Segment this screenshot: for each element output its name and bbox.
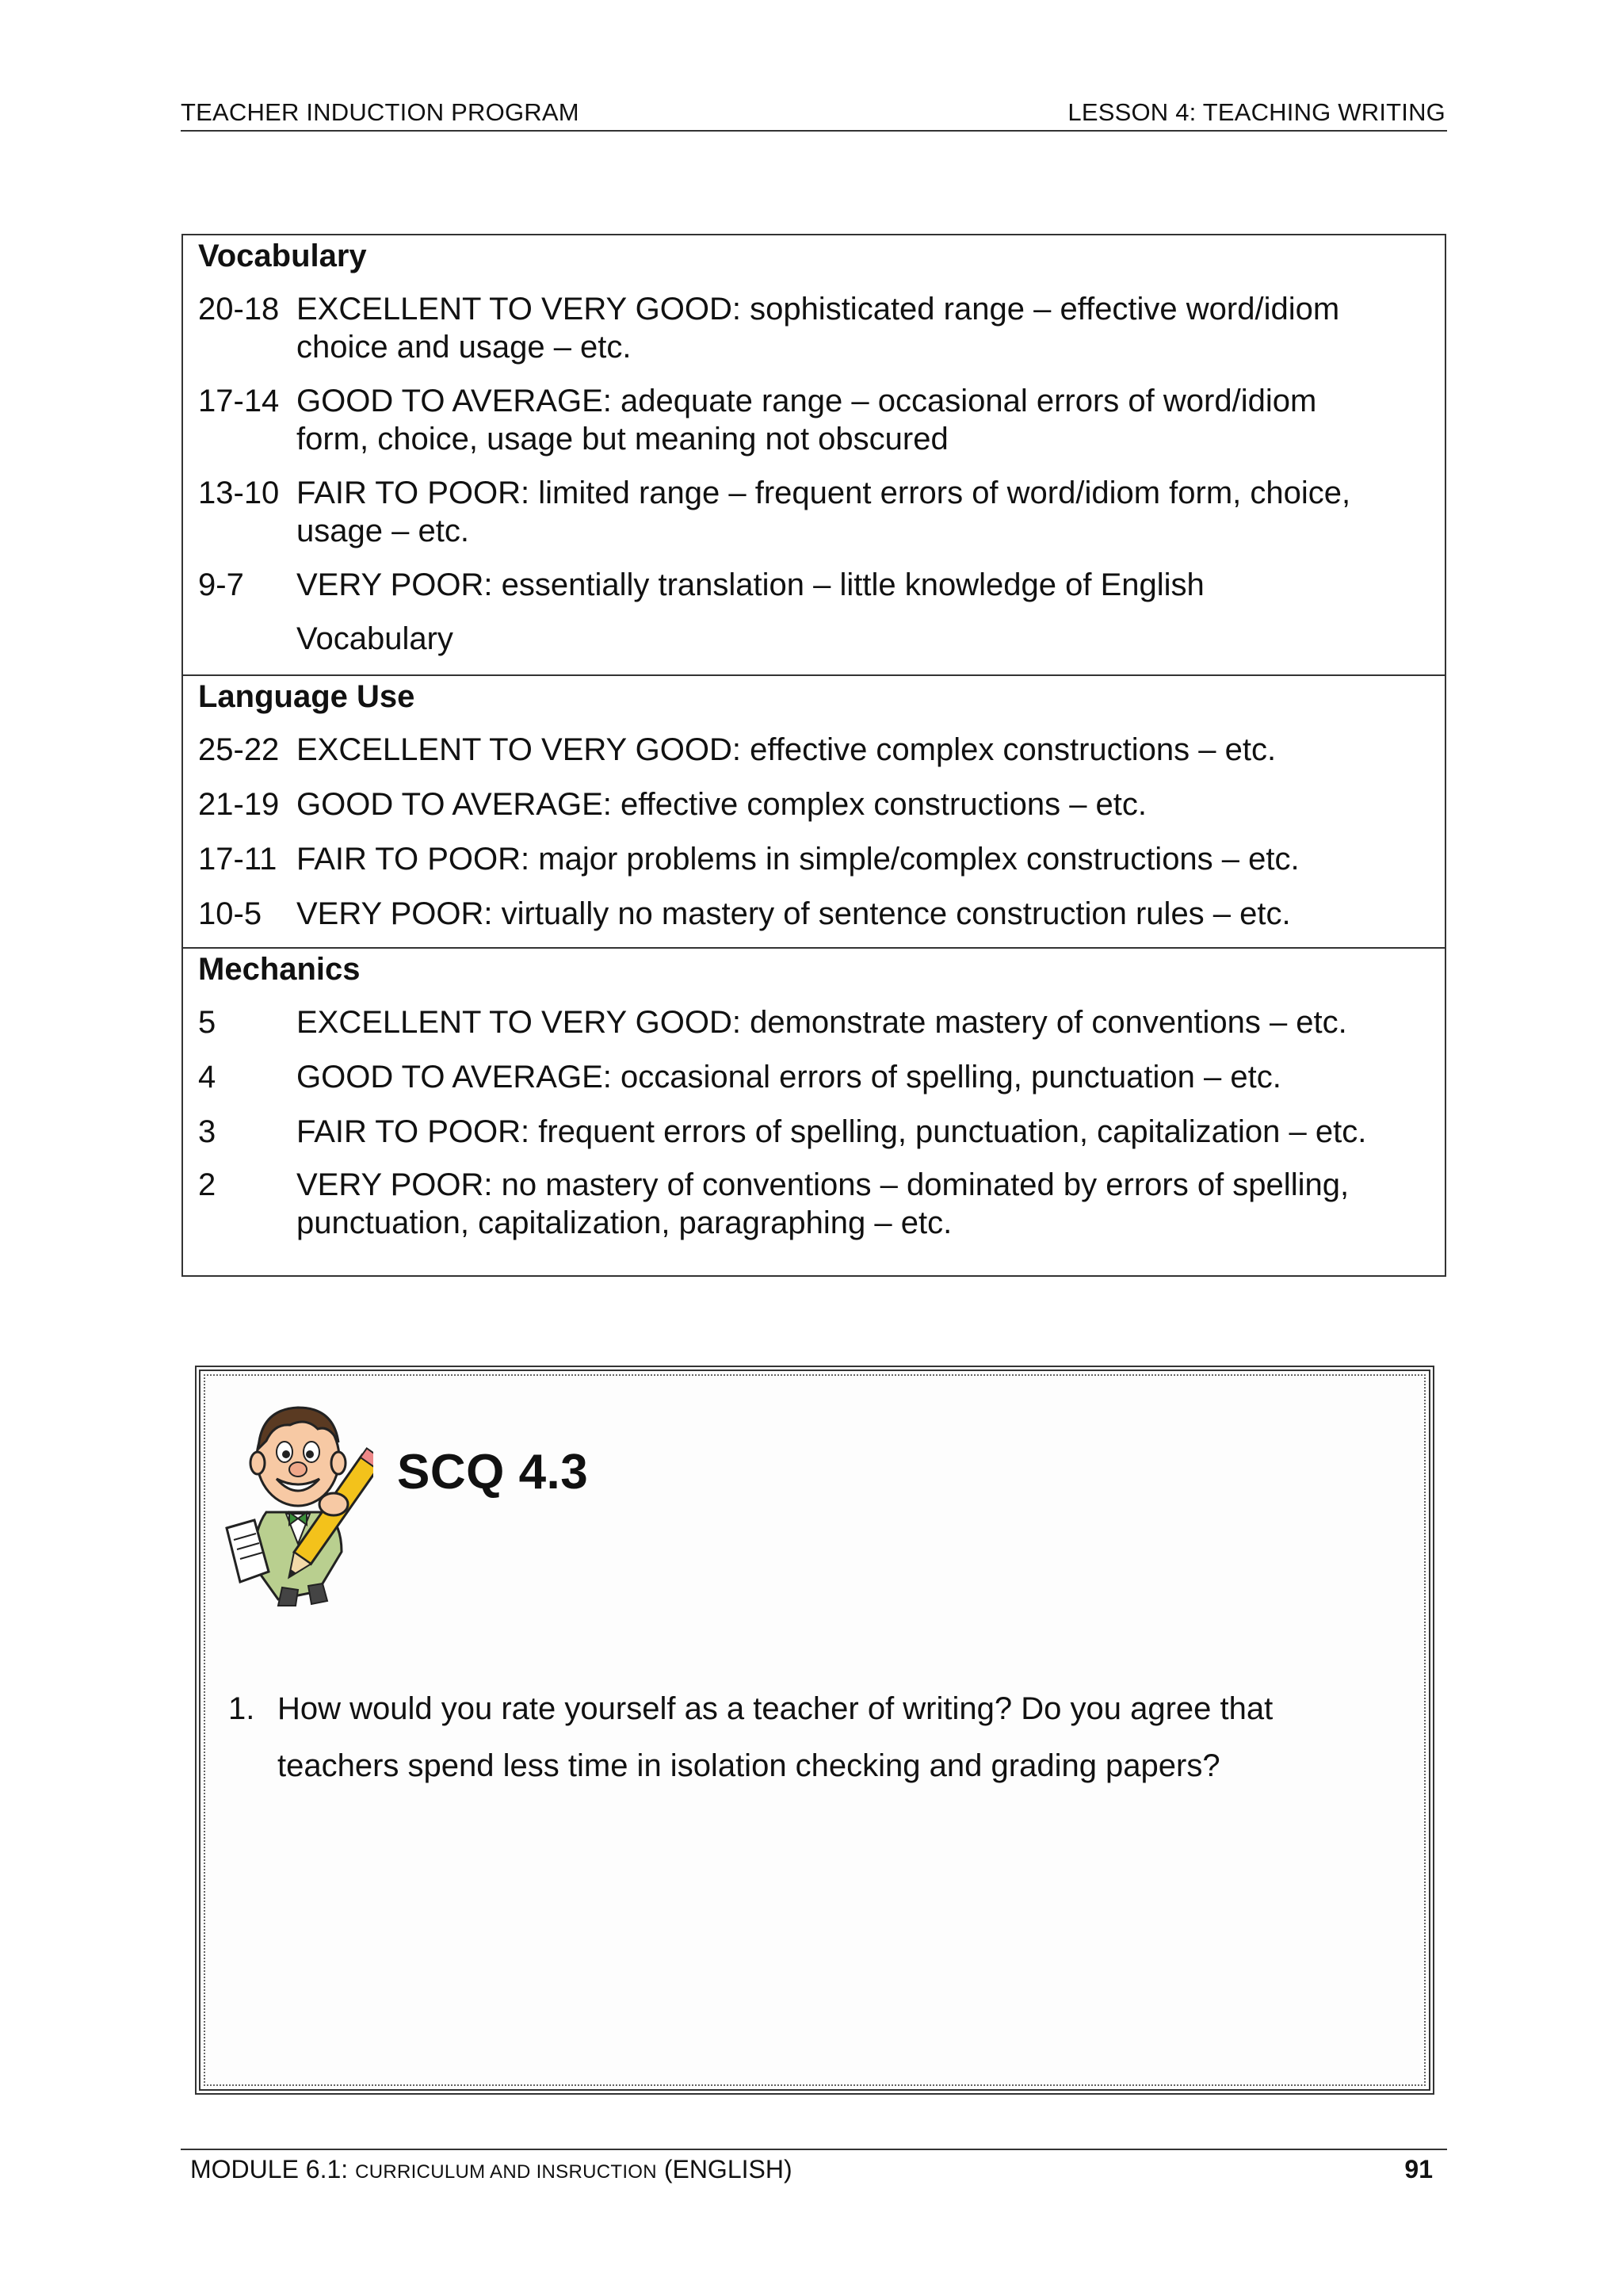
- rubric-row: [183, 731, 1445, 769]
- description-line: FAIR TO POOR: limited range – frequent errors of word/idiom form, choice,: [296, 476, 1351, 510]
- rubric-row: [183, 566, 1445, 604]
- criterion-description: EXCELLENT TO VERY GOOD: effective complex constructions – etc.: [296, 732, 1277, 767]
- section-title: Mechanics: [198, 952, 361, 987]
- criterion-description: [296, 382, 1413, 458]
- score-range: 25-22: [198, 732, 280, 767]
- rubric-row: [183, 474, 1445, 550]
- rubric-row: [183, 382, 1445, 458]
- score-range: 13-10: [198, 476, 280, 510]
- description-line: form, choice, usage but meaning not obscured: [296, 422, 949, 457]
- description-line: VERY POOR: essentially translation – little knowledge of English: [296, 567, 1205, 602]
- vocabulary-section: [183, 235, 1445, 676]
- question-line: teachers spend less time in isolation checking and grading papers?: [277, 1748, 1220, 1783]
- section-title: Vocabulary: [198, 239, 367, 273]
- criterion-description: GOOD TO AVERAGE: occasional errors of spelling, punctuation – etc.: [296, 1060, 1281, 1095]
- rubric-row: [183, 1113, 1445, 1151]
- score-range: 9-7: [198, 567, 244, 602]
- rubric-row: [183, 1003, 1445, 1041]
- footer-module-title: [190, 2155, 792, 2184]
- module-prefix: MODULE 6.1:: [190, 2155, 356, 2183]
- score-range: 2: [198, 1167, 216, 1202]
- section-title: Language Use: [198, 679, 415, 714]
- module-subject: CURRICULUM AND INSRUCTION: [355, 2161, 657, 2183]
- criterion-description: VERY POOR: virtually no mastery of sentence construction rules – etc.: [296, 896, 1291, 931]
- rubric-row-continuation: [183, 620, 1445, 658]
- running-footer: [181, 2149, 1447, 2190]
- question-number: 1.: [228, 1691, 255, 1726]
- page-number: 91: [1404, 2155, 1433, 2183]
- cartoon-teacher-with-pencil-icon: [223, 1393, 373, 1607]
- running-header: [181, 97, 1447, 132]
- score-range: 3: [198, 1114, 216, 1149]
- header-lesson-title: LESSON 4: TEACHING WRITING: [1067, 98, 1445, 126]
- scq-box: [195, 1366, 1434, 2095]
- rubric-row: [183, 290, 1445, 366]
- criterion-description: [296, 566, 1413, 604]
- module-suffix: (ENGLISH): [656, 2155, 792, 2183]
- description-line: choice and usage – etc.: [296, 330, 632, 365]
- question-text: [277, 1680, 1369, 1794]
- rubric-table: [181, 234, 1446, 1277]
- score-range: 4: [198, 1060, 216, 1095]
- score-range: 21-19: [198, 787, 280, 822]
- criterion-description: [296, 1166, 1413, 1242]
- criterion-description: [296, 474, 1413, 550]
- question-line: How would you rate yourself as a teacher of writing? Do you agree that: [277, 1691, 1274, 1726]
- scq-title: SCQ 4.3: [397, 1445, 589, 1499]
- description-line: VERY POOR: no mastery of conventions – dominated by errors of spelling,: [296, 1167, 1350, 1202]
- criterion-description: EXCELLENT TO VERY GOOD: demonstrate mastery of conventions – etc.: [296, 1005, 1347, 1040]
- header-program-title: TEACHER INDUCTION PROGRAM: [181, 98, 579, 126]
- rubric-row: [183, 1058, 1445, 1096]
- mechanics-section: [183, 949, 1445, 1275]
- score-range: 10-5: [198, 896, 262, 931]
- rubric-row: [183, 785, 1445, 823]
- language-use-section: [183, 676, 1445, 949]
- score-range: 17-14: [198, 384, 280, 418]
- criterion-description: [296, 290, 1413, 366]
- description-line: EXCELLENT TO VERY GOOD: sophisticated range – effective word/idiom: [296, 292, 1340, 327]
- description-line: usage – etc.: [296, 514, 469, 548]
- rubric-row: [183, 895, 1445, 933]
- score-range: 5: [198, 1005, 216, 1040]
- description-line: GOOD TO AVERAGE: adequate range – occasional errors of word/idiom: [296, 384, 1317, 418]
- scq-question: [228, 1680, 1369, 1794]
- criterion-description: GOOD TO AVERAGE: effective complex constructions – etc.: [296, 787, 1148, 822]
- rubric-row: [183, 840, 1445, 878]
- score-range: 20-18: [198, 292, 280, 327]
- criterion-description: FAIR TO POOR: major problems in simple/complex constructions – etc.: [296, 842, 1300, 877]
- description-line: Vocabulary: [296, 621, 453, 656]
- score-range: 17-11: [198, 842, 277, 877]
- criterion-description: FAIR TO POOR: frequent errors of spelling, punctuation, capitalization – etc.: [296, 1114, 1367, 1149]
- rubric-row: [183, 1166, 1445, 1242]
- description-line: punctuation, capitalization, paragraphing – etc.: [296, 1205, 953, 1240]
